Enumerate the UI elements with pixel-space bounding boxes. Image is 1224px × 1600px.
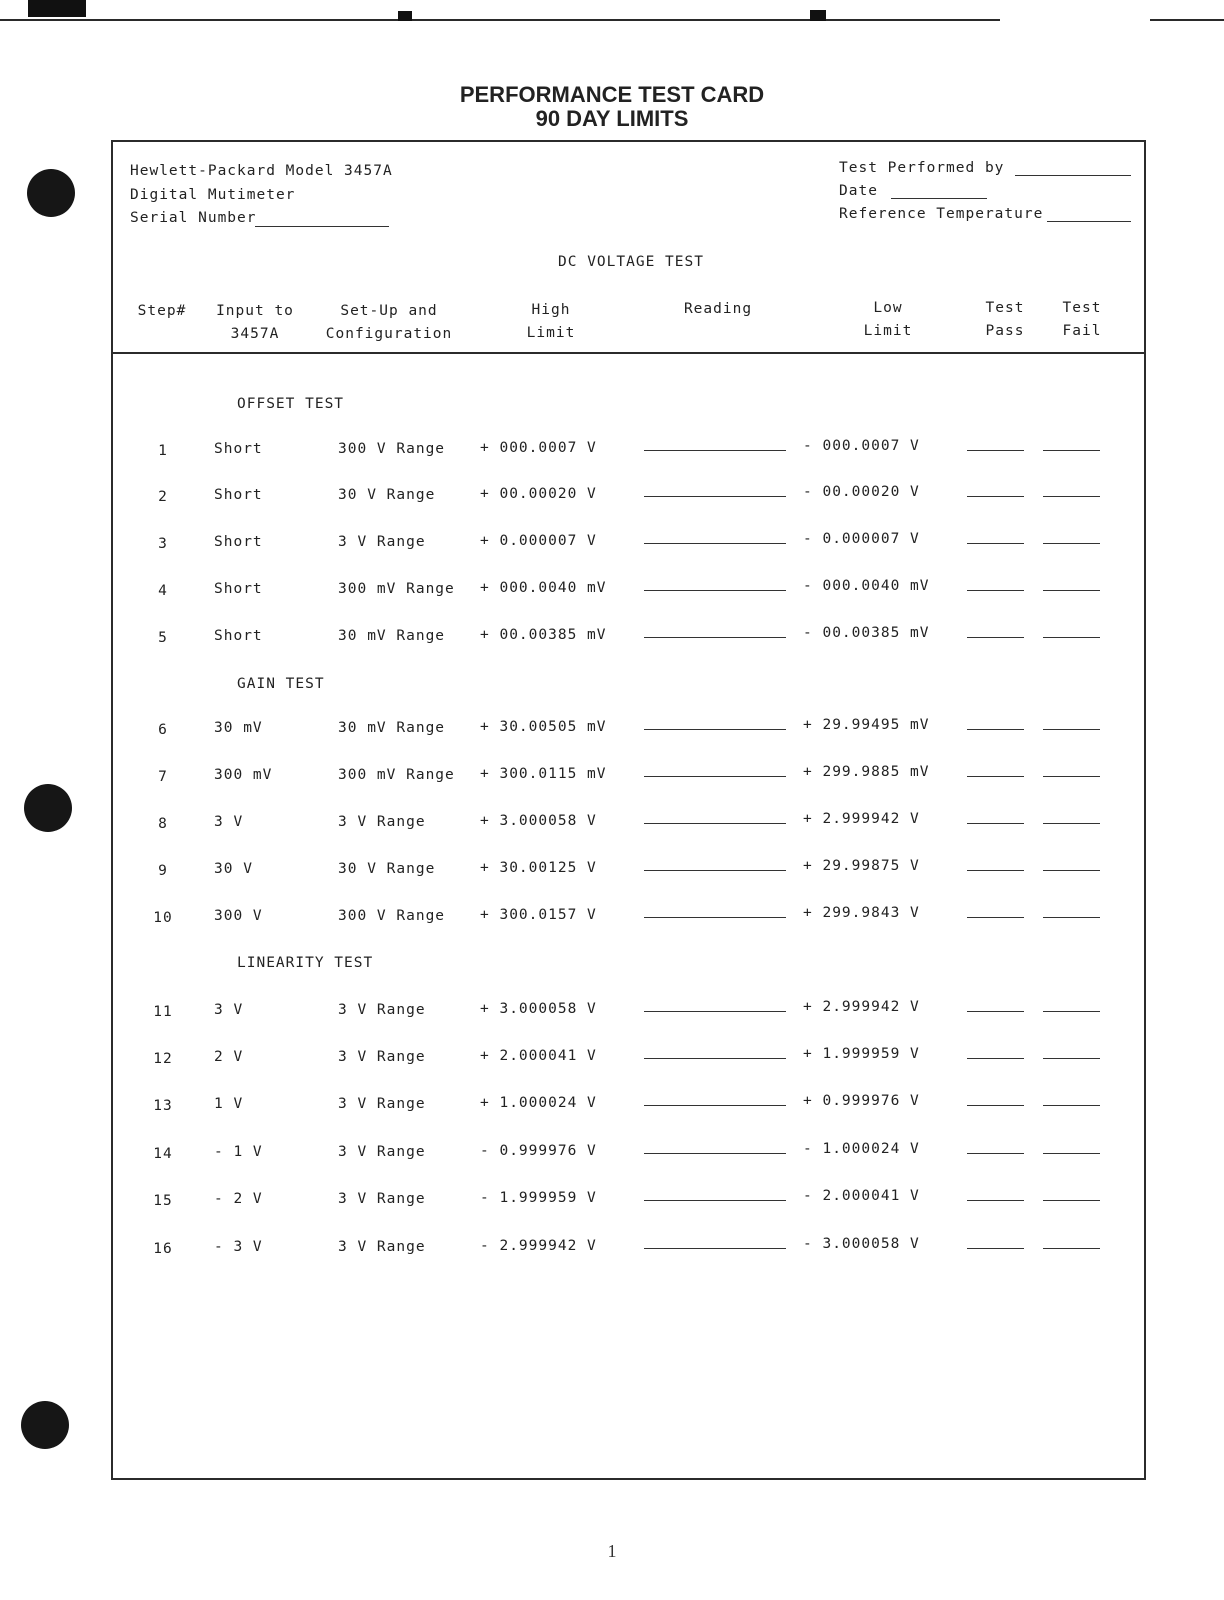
high-limit: + 2.000041 V bbox=[480, 1048, 597, 1064]
fail-field[interactable] bbox=[1043, 1153, 1100, 1154]
binder-hole bbox=[21, 1401, 69, 1449]
high-limit: + 000.0007 V bbox=[480, 440, 597, 456]
low-limit: - 00.00020 V bbox=[803, 484, 920, 500]
step-number: 3 bbox=[158, 536, 168, 552]
pass-field[interactable] bbox=[967, 450, 1024, 451]
input-value: 3 V bbox=[214, 814, 244, 830]
page-number: 1 bbox=[607, 1541, 617, 1561]
step-number: 6 bbox=[158, 722, 168, 738]
input-value: Short bbox=[214, 628, 263, 644]
col-high-1: High bbox=[531, 302, 571, 318]
setup-config: 3 V Range bbox=[338, 1191, 426, 1207]
reading-field[interactable] bbox=[644, 1105, 786, 1106]
pass-field[interactable] bbox=[967, 917, 1024, 918]
input-value: 300 mV bbox=[214, 767, 273, 783]
low-limit: - 000.0040 mV bbox=[803, 578, 930, 594]
setup-config: 3 V Range bbox=[338, 1144, 426, 1160]
pass-field[interactable] bbox=[967, 496, 1024, 497]
top-rule-right bbox=[1150, 19, 1224, 21]
reading-field[interactable] bbox=[644, 1200, 786, 1201]
serial-label: Serial Number bbox=[130, 210, 257, 226]
setup-config: 30 V Range bbox=[338, 487, 436, 503]
fail-field[interactable] bbox=[1043, 823, 1100, 824]
page-title: PERFORMANCE TEST CARD bbox=[459, 82, 765, 107]
col-pass-2: Pass bbox=[985, 323, 1025, 339]
setup-config: 300 mV Range bbox=[338, 581, 455, 597]
low-limit: + 2.999942 V bbox=[803, 811, 920, 827]
step-number: 14 bbox=[153, 1146, 173, 1162]
low-limit: - 0.000007 V bbox=[803, 531, 920, 547]
reading-field[interactable] bbox=[644, 1058, 786, 1059]
low-limit: + 299.9843 V bbox=[803, 905, 920, 921]
col-low-2: Limit bbox=[863, 323, 913, 339]
performed-by-label: Test Performed by bbox=[839, 160, 1005, 176]
fail-field[interactable] bbox=[1043, 590, 1100, 591]
high-limit: + 1.000024 V bbox=[480, 1095, 597, 1111]
page-subtitle: 90 DAY LIMITS bbox=[535, 106, 689, 131]
pass-field[interactable] bbox=[967, 637, 1024, 638]
reading-field[interactable] bbox=[644, 1011, 786, 1012]
binder-hole bbox=[24, 784, 72, 832]
col-pass-1: Test bbox=[985, 300, 1025, 316]
high-limit: + 00.00020 V bbox=[480, 486, 597, 502]
section-offset: OFFSET TEST bbox=[237, 396, 345, 412]
high-limit: - 1.999959 V bbox=[480, 1190, 597, 1206]
top-edge-mark bbox=[28, 0, 86, 17]
fail-field[interactable] bbox=[1043, 543, 1100, 544]
fail-field[interactable] bbox=[1043, 1058, 1100, 1059]
pass-field[interactable] bbox=[967, 590, 1024, 591]
reading-field[interactable] bbox=[644, 590, 786, 591]
step-number: 9 bbox=[158, 863, 168, 879]
setup-config: 3 V Range bbox=[338, 534, 426, 550]
binder-hole bbox=[27, 169, 75, 217]
reading-field[interactable] bbox=[644, 1248, 786, 1249]
top-edge-mark bbox=[810, 10, 826, 21]
low-limit: - 2.000041 V bbox=[803, 1188, 920, 1204]
step-number: 8 bbox=[158, 816, 168, 832]
col-step: Step# bbox=[137, 303, 187, 319]
col-fail-2: Fail bbox=[1062, 323, 1102, 339]
fail-field[interactable] bbox=[1043, 917, 1100, 918]
low-limit: + 2.999942 V bbox=[803, 999, 920, 1015]
input-value: Short bbox=[214, 487, 263, 503]
reading-field[interactable] bbox=[644, 776, 786, 777]
input-value: 30 mV bbox=[214, 720, 263, 736]
performed-by-field[interactable] bbox=[1015, 175, 1131, 176]
pass-field[interactable] bbox=[967, 1153, 1024, 1154]
col-setup-1: Set-Up and bbox=[340, 303, 438, 319]
pass-field[interactable] bbox=[967, 543, 1024, 544]
input-value: 3 V bbox=[214, 1002, 244, 1018]
setup-config: 3 V Range bbox=[338, 1096, 426, 1112]
reading-field[interactable] bbox=[644, 450, 786, 451]
input-value: 30 V bbox=[214, 861, 253, 877]
input-value: Short bbox=[214, 441, 263, 457]
high-limit: + 30.00125 V bbox=[480, 860, 597, 876]
input-value: 300 V bbox=[214, 908, 263, 924]
reading-field[interactable] bbox=[644, 870, 786, 871]
low-limit: - 000.0007 V bbox=[803, 438, 920, 454]
pass-field[interactable] bbox=[967, 1105, 1024, 1106]
setup-config: 3 V Range bbox=[338, 814, 426, 830]
setup-config: 300 V Range bbox=[338, 908, 446, 924]
fail-field[interactable] bbox=[1043, 450, 1100, 451]
col-input-2: 3457A bbox=[230, 326, 280, 342]
step-number: 4 bbox=[158, 583, 168, 599]
ref-temp-field[interactable] bbox=[1047, 221, 1131, 222]
step-number: 7 bbox=[158, 769, 168, 785]
reading-field[interactable] bbox=[644, 917, 786, 918]
input-value: - 3 V bbox=[214, 1239, 263, 1255]
col-low-1: Low bbox=[873, 300, 903, 316]
step-number: 5 bbox=[158, 630, 168, 646]
high-limit: + 000.0040 mV bbox=[480, 580, 607, 596]
pass-field[interactable] bbox=[967, 1011, 1024, 1012]
high-limit: - 2.999942 V bbox=[480, 1238, 597, 1254]
high-limit: + 300.0115 mV bbox=[480, 766, 607, 782]
top-rule bbox=[0, 19, 1000, 21]
fail-field[interactable] bbox=[1043, 1011, 1100, 1012]
setup-config: 3 V Range bbox=[338, 1002, 426, 1018]
input-value: Short bbox=[214, 534, 263, 550]
reading-field[interactable] bbox=[644, 1153, 786, 1154]
step-number: 2 bbox=[158, 489, 168, 505]
high-limit: + 300.0157 V bbox=[480, 907, 597, 923]
reading-field[interactable] bbox=[644, 637, 786, 638]
pass-field[interactable] bbox=[967, 776, 1024, 777]
section-gain: GAIN TEST bbox=[237, 676, 325, 692]
setup-config: 300 V Range bbox=[338, 441, 446, 457]
pass-field[interactable] bbox=[967, 1058, 1024, 1059]
setup-config: 30 mV Range bbox=[338, 628, 446, 644]
pass-field[interactable] bbox=[967, 870, 1024, 871]
step-number: 10 bbox=[153, 910, 173, 926]
high-limit: + 00.00385 mV bbox=[480, 627, 607, 643]
fail-field[interactable] bbox=[1043, 729, 1100, 730]
input-value: 1 V bbox=[214, 1096, 244, 1112]
low-limit: + 1.999959 V bbox=[803, 1046, 920, 1062]
col-input-1: Input to bbox=[216, 303, 294, 319]
col-reading: Reading bbox=[683, 301, 753, 317]
high-limit: + 3.000058 V bbox=[480, 1001, 597, 1017]
setup-config: 3 V Range bbox=[338, 1239, 426, 1255]
pass-field[interactable] bbox=[967, 1200, 1024, 1201]
date-label: Date bbox=[839, 183, 878, 199]
pass-field[interactable] bbox=[967, 729, 1024, 730]
setup-config: 3 V Range bbox=[338, 1049, 426, 1065]
low-limit: + 29.99875 V bbox=[803, 858, 920, 874]
input-value: - 1 V bbox=[214, 1144, 263, 1160]
step-number: 13 bbox=[153, 1098, 173, 1114]
low-limit: + 0.999976 V bbox=[803, 1093, 920, 1109]
fail-field[interactable] bbox=[1043, 1248, 1100, 1249]
pass-field[interactable] bbox=[967, 1248, 1024, 1249]
fail-field[interactable] bbox=[1043, 870, 1100, 871]
test-card bbox=[111, 140, 1146, 1480]
step-number: 11 bbox=[153, 1004, 173, 1020]
reading-field[interactable] bbox=[644, 543, 786, 544]
step-number: 1 bbox=[158, 443, 168, 459]
pass-field[interactable] bbox=[967, 823, 1024, 824]
scan-top-edge bbox=[0, 0, 1224, 24]
test-name: DC VOLTAGE TEST bbox=[558, 254, 704, 270]
ref-temp-label: Reference Temperature bbox=[839, 206, 1044, 222]
col-setup-2: Configuration bbox=[325, 326, 453, 342]
high-limit: + 0.000007 V bbox=[480, 533, 597, 549]
low-limit: - 1.000024 V bbox=[803, 1141, 920, 1157]
serial-number-field[interactable] bbox=[255, 226, 389, 227]
fail-field[interactable] bbox=[1043, 496, 1100, 497]
section-linearity: LINEARITY TEST bbox=[237, 955, 374, 971]
fail-field[interactable] bbox=[1043, 1105, 1100, 1106]
model-label: Hewlett-Packard Model 3457A bbox=[130, 163, 393, 179]
fail-field[interactable] bbox=[1043, 776, 1100, 777]
low-limit: + 29.99495 mV bbox=[803, 717, 930, 733]
setup-config: 30 mV Range bbox=[338, 720, 446, 736]
low-limit: - 3.000058 V bbox=[803, 1236, 920, 1252]
reading-field[interactable] bbox=[644, 729, 786, 730]
step-number: 16 bbox=[153, 1241, 173, 1257]
date-field[interactable] bbox=[891, 198, 987, 199]
input-value: Short bbox=[214, 581, 263, 597]
input-value: 2 V bbox=[214, 1049, 244, 1065]
setup-config: 30 V Range bbox=[338, 861, 436, 877]
fail-field[interactable] bbox=[1043, 637, 1100, 638]
low-limit: + 299.9885 mV bbox=[803, 764, 930, 780]
header-divider bbox=[113, 352, 1144, 354]
reading-field[interactable] bbox=[644, 496, 786, 497]
col-fail-1: Test bbox=[1062, 300, 1102, 316]
col-high-2: Limit bbox=[526, 325, 576, 341]
device-label: Digital Mutimeter bbox=[130, 187, 296, 203]
top-edge-mark bbox=[398, 11, 412, 21]
high-limit: + 30.00505 mV bbox=[480, 719, 607, 735]
input-value: - 2 V bbox=[214, 1191, 263, 1207]
low-limit: - 00.00385 mV bbox=[803, 625, 930, 641]
fail-field[interactable] bbox=[1043, 1200, 1100, 1201]
step-number: 15 bbox=[153, 1193, 173, 1209]
step-number: 12 bbox=[153, 1051, 173, 1067]
setup-config: 300 mV Range bbox=[338, 767, 455, 783]
high-limit: + 3.000058 V bbox=[480, 813, 597, 829]
reading-field[interactable] bbox=[644, 823, 786, 824]
high-limit: - 0.999976 V bbox=[480, 1143, 597, 1159]
